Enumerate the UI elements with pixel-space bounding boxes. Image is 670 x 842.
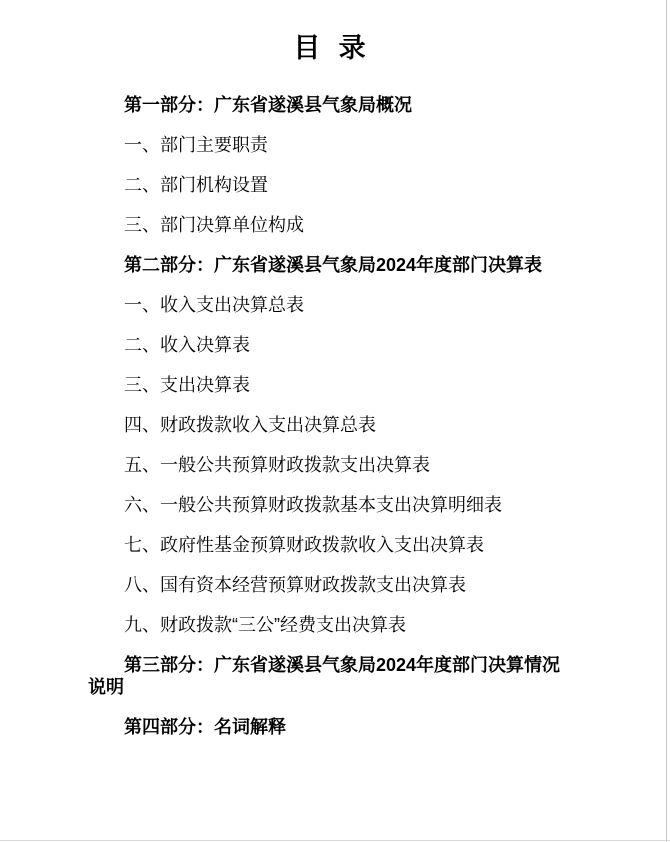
toc-item: 四、财政拨款收入支出决算总表 — [124, 415, 376, 435]
toc-item: 七、政府性基金预算财政拨款收入支出决算表 — [124, 535, 484, 555]
toc-part-heading: 第三部分：广东省遂溪县气象局2024年度部门决算情况说明 — [88, 655, 561, 697]
toc-item: 三、支出决算表 — [124, 375, 250, 395]
toc-item: 八、国有资本经营预算财政拨款支出决算表 — [124, 575, 466, 595]
toc-item: 二、收入决算表 — [124, 335, 250, 355]
toc-item: 一、部门主要职责 — [124, 135, 268, 155]
toc-item: 一、收入支出决算总表 — [124, 295, 304, 315]
page-right-edge — [666, 0, 667, 842]
toc-content — [88, 30, 571, 756]
toc-part-heading: 第二部分：广东省遂溪县气象局2024年度部门决算表 — [124, 255, 543, 275]
toc-part-heading: 第一部分：广东省遂溪县气象局概况 — [124, 95, 412, 115]
page-bottom-edge — [0, 840, 670, 841]
toc-item: 二、部门机构设置 — [124, 175, 268, 195]
toc-part-heading: 第四部分：名词解释 — [124, 717, 286, 737]
toc-item: 九、财政拨款“三公”经费支出决算表 — [124, 615, 406, 635]
toc-list — [88, 94, 571, 738]
toc-item: 五、一般公共预算财政拨款支出决算表 — [124, 455, 430, 475]
toc-item: 三、部门决算单位构成 — [124, 215, 304, 235]
page-title: 目 录 — [293, 33, 366, 63]
toc-item: 六、一般公共预算财政拨款基本支出决算明细表 — [124, 495, 502, 515]
